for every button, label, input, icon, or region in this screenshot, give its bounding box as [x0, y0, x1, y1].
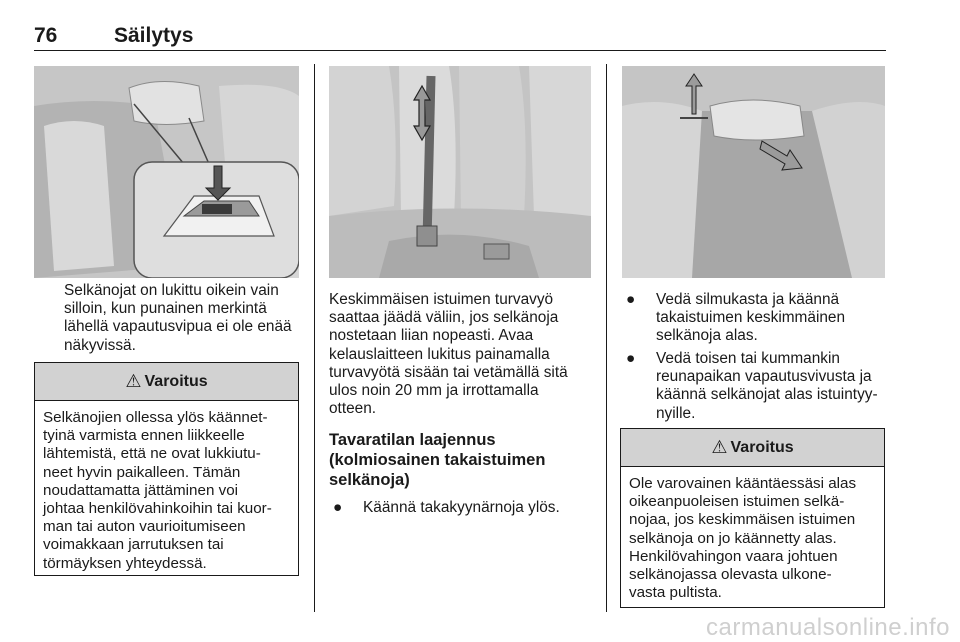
page-number: 76	[34, 24, 58, 47]
text-line: vasta pultista.	[629, 584, 722, 602]
warning-box-locking	[34, 362, 299, 576]
heading-line: Tavaratilan laajennus	[329, 431, 496, 449]
text-line: Henkilövahingon vaara johtuen	[629, 547, 838, 565]
text-line: takaistuimen keskimmäinen	[656, 309, 846, 327]
text-line: man tai auton vaurioitumiseen	[43, 518, 246, 536]
warning-title: Varoitus	[144, 372, 208, 390]
text-line: turvavyötä sisään tai vetämällä sitä	[329, 363, 568, 381]
warning-title: Varoitus	[730, 438, 794, 456]
watermark-text: carmanualsonline.info	[706, 614, 950, 641]
heading-line: (kolmiosainen takaistuimen	[329, 451, 546, 469]
text-line: selkänojassa olevasta ulkone-	[629, 566, 832, 584]
text-line: lähtemistä, että ne ovat lukkiutu-	[43, 445, 261, 463]
illustration-fold-middle-backrest	[622, 66, 885, 278]
text-line: Selkänojat on lukittu oikein vain	[64, 282, 279, 299]
text-line: Ole varovainen kääntäessäsi alas	[629, 475, 857, 492]
bullet-fold-middle	[626, 291, 896, 347]
section-heading-luggage-extension	[329, 430, 599, 490]
text-line: käännä selkänojat alas istuintyy-	[656, 386, 878, 404]
text-line: nojaa, jos keskimmäisen istuimen	[629, 511, 856, 529]
caption-lock-indicator	[64, 282, 304, 355]
illustration-seatback-lock-indicator	[34, 66, 299, 278]
text-line: Vedä silmukasta ja käännä	[656, 291, 840, 308]
text-line: neet hyvin paikalleen. Tämän	[43, 463, 241, 481]
text-line: tyinä varmista ennen liikkeelle	[43, 427, 245, 445]
bullet-armrest	[333, 499, 603, 519]
text-line: nostetaan liian nopeasti. Avaa	[329, 327, 534, 345]
warning-header	[35, 363, 298, 401]
bullet-dot-icon: ●	[626, 291, 636, 308]
warning-header	[621, 429, 884, 467]
warning-body	[621, 467, 884, 610]
warning-body	[35, 401, 298, 581]
text-line: johtaa henkilövahinkoihin tai kuor-	[43, 500, 272, 518]
warning-triangle-icon: ⚠	[125, 371, 142, 391]
text-line: noudattamatta jättäminen voi	[43, 481, 239, 499]
text-line: ulos noin 20 mm ja irrottamalla	[329, 382, 539, 400]
text-line: näkyvissä.	[64, 336, 136, 354]
text-line: lähellä vapautusvipua ei ole enää	[64, 318, 292, 336]
column-divider-right	[606, 64, 607, 612]
text-line: saattaa jäädä väliin, jos selkänoja	[329, 309, 559, 327]
text-line: kelauslaitteen lukitus painamalla	[329, 345, 550, 363]
text-line: voimakkaan jarrutuksen tai	[43, 536, 224, 554]
bullet-dot-icon: ●	[333, 499, 343, 516]
text-line: törmäyksen yhteydessä.	[43, 554, 207, 572]
bullet-dot-icon: ●	[626, 350, 636, 367]
warning-triangle-icon: ⚠	[711, 437, 728, 457]
text-line: nyille.	[656, 404, 696, 422]
bullet-release-lever	[626, 350, 896, 424]
text-line: Keskimmäisen istuimen turvavyö	[329, 291, 554, 308]
page-header	[34, 24, 886, 51]
heading-line: selkänoja)	[329, 471, 410, 489]
text-line: Vedä toisen tai kummankin	[656, 350, 840, 367]
text-line: silloin, kun punainen merkintä	[64, 300, 267, 318]
text-line: selkänoja on jo käännetty alas.	[629, 529, 837, 547]
illustration-middle-seatbelt	[329, 66, 591, 278]
column-divider-left	[314, 64, 315, 612]
text-line: reunapaikan vapautusvivusta ja	[656, 368, 872, 386]
warning-box-right-seat	[620, 428, 885, 608]
bullet-text: Käännä takakyynärnoja ylös.	[363, 499, 560, 516]
paragraph-seatbelt	[329, 291, 599, 418]
text-line: selkänoja alas.	[656, 327, 758, 345]
text-line: Selkänojien ollessa ylös käännet-	[43, 409, 268, 426]
text-line: oikeanpuoleisen istuimen selkä-	[629, 493, 845, 511]
text-line: otteen.	[329, 400, 377, 418]
section-title: Säilytys	[114, 24, 194, 47]
